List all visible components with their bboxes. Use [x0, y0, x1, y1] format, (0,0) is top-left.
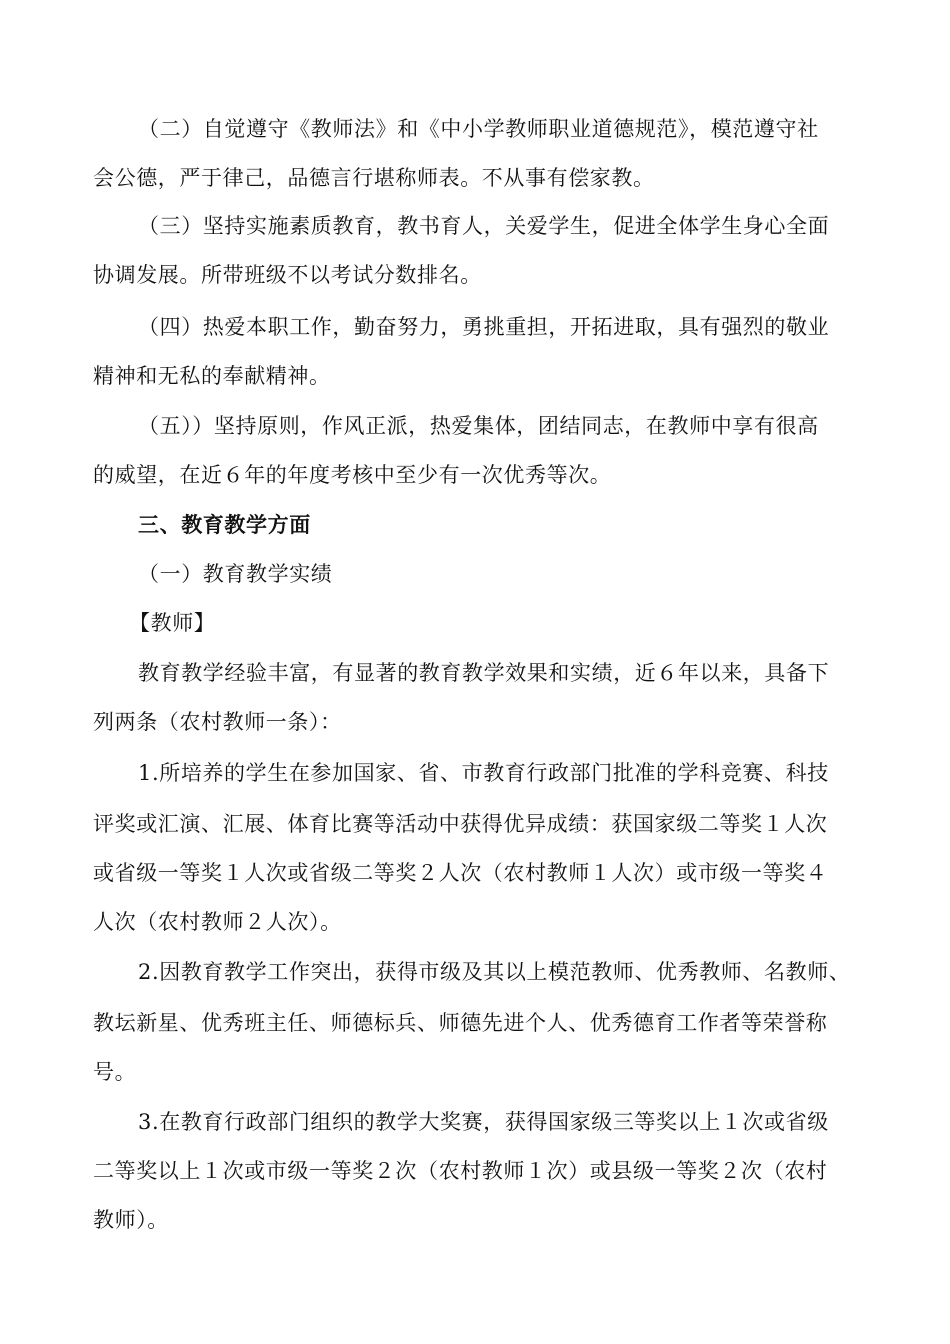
subsection-heading: （一）教育教学实绩: [138, 562, 333, 586]
paragraph-line: 或省级一等奖１人次或省级二等奖２人次（农村教师１人次）或市级一等奖４: [93, 861, 828, 885]
paragraph-line: 评奖或汇演、汇展、体育比赛等活动中获得优异成绩：获国家级二等奖１人次: [93, 812, 828, 836]
paragraph-line: 教师）。: [93, 1208, 169, 1232]
paragraph-line: 二等奖以上１次或市级一等奖２次（农村教师１次）或县级一等奖２次（农村: [93, 1159, 828, 1183]
paragraph-line: （五））坚持原则，作风正派，热爱集体，团结同志，在教师中享有很高: [138, 414, 819, 438]
paragraph-line: 的威望，在近６年的年度考核中至少有一次优秀等次。: [93, 463, 612, 487]
paragraph-line: 精神和无私的奉献精神。: [93, 364, 331, 388]
paragraph-line: （三）坚持实施素质教育，教书育人，关爱学生，促进全体学生身心全面: [138, 214, 830, 238]
paragraph-line: 列两条（农村教师一条）：: [93, 710, 342, 734]
category-tag: 【教师】: [129, 611, 216, 635]
paragraph-line: （四）热爱本职工作，勤奋努力，勇挑重担，开拓进取，具有强烈的敬业: [138, 315, 830, 339]
paragraph-line: 协调发展。所带班级不以考试分数排名。: [93, 263, 482, 287]
paragraph-line: 人次（农村教师２人次）。: [93, 910, 342, 934]
paragraph-line: 教坛新星、优秀班主任、师德标兵、师德先进个人、优秀德育工作者等荣誉称: [93, 1011, 828, 1035]
paragraph-line: 2.因教育教学工作突出，获得市级及其以上模范教师、优秀教师、名教师、: [138, 960, 851, 984]
paragraph-line: 会公德，严于律己，品德言行堪称师表。不从事有偿家教。: [93, 166, 655, 190]
paragraph-line: （二）自觉遵守《教师法》和《中小学教师职业道德规范》，模范遵守社: [138, 117, 819, 141]
section-heading: 三、教育教学方面: [138, 512, 311, 537]
paragraph-line: 3.在教育行政部门组织的教学大奖赛，获得国家级三等奖以上１次或省级: [138, 1110, 829, 1134]
paragraph-line: 号。: [93, 1060, 137, 1084]
paragraph-line: 1.所培养的学生在参加国家、省、市教育行政部门批准的学科竞赛、科技: [138, 761, 829, 785]
paragraph-line: 教育教学经验丰富，有显著的教育教学效果和实绩，近６年以来，具备下: [138, 661, 830, 685]
